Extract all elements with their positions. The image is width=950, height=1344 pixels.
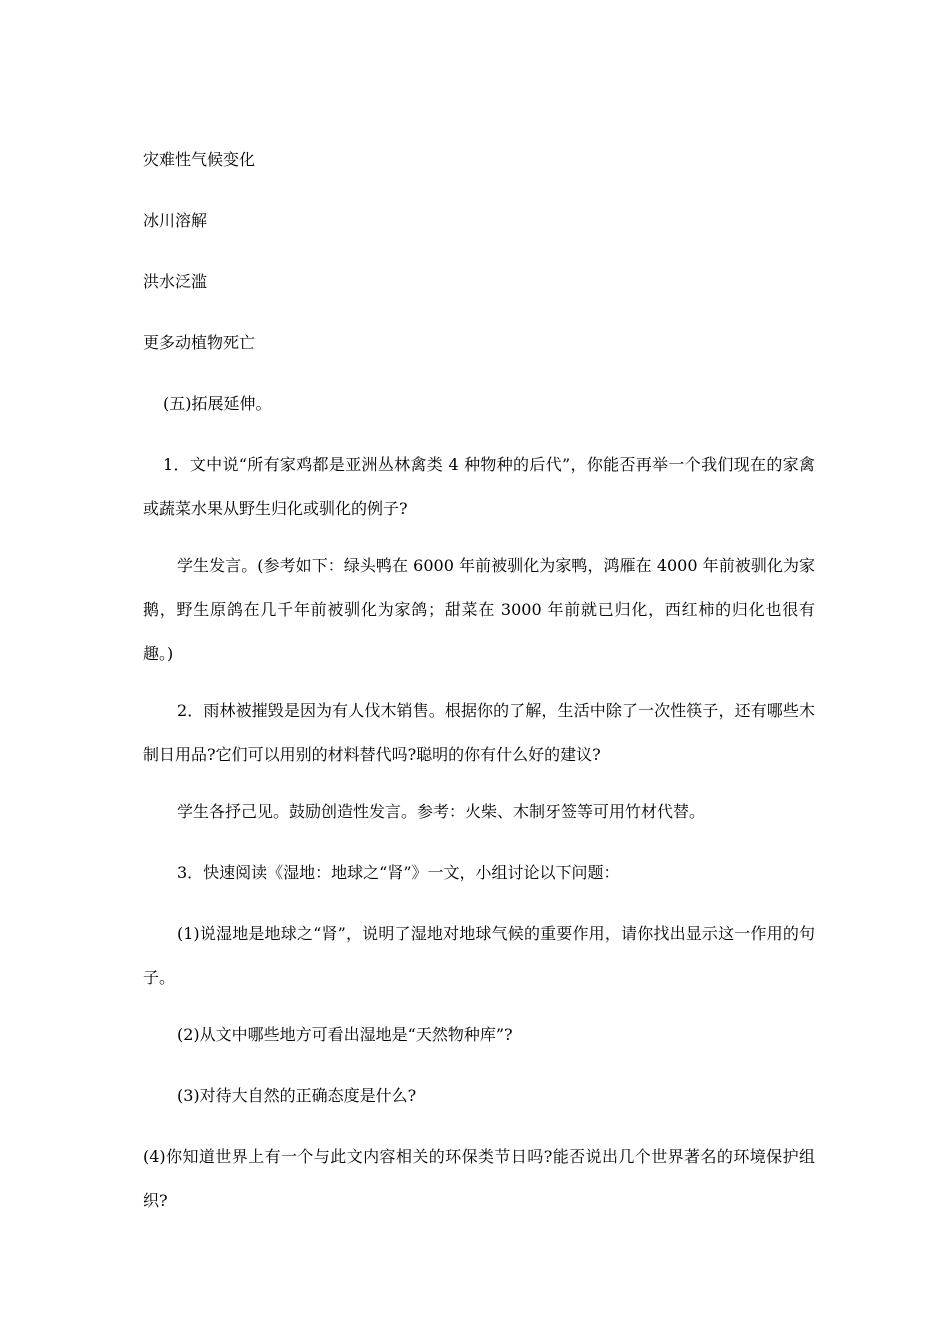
question-3: 3．快速阅读《湿地：地球之“肾”》一文，小组讨论以下问题：: [177, 863, 620, 882]
text-line: 洪水泛滥: [143, 272, 208, 291]
text-line: 冰川溶解: [143, 211, 208, 230]
question-3-sub-3: (3)对待大自然的正确态度是什么?: [177, 1086, 417, 1105]
section-heading: (五)拓展延伸。: [163, 394, 272, 413]
question-2: 2．雨林被摧毁是因为有人伐木销售。根据你的了解，生活中除了一次性筷子，还有哪些木制日用品?它们可以用别的材料替代吗?聪明的你有什么好的建议?: [143, 701, 815, 764]
question-3-sub-4: (4)你知道世界上有一个与此文内容相关的环保类节日吗?能否说出几个世界著名的环境保护组织?: [143, 1147, 815, 1210]
question-1: 1．文中说“所有家鸡都是亚洲丛林禽类 4 种物种的后代”，你能否再举一个我们现在的家禽或蔬菜水果从野生归化或驯化的例子?: [143, 455, 815, 518]
question-3-sub-1: (1)说湿地是地球之“肾”，说明了湿地对地球气候的重要作用，请你找出显示这一作用的句子。: [143, 924, 815, 987]
question-3-sub-2: (2)从文中哪些地方可看出湿地是“天然物种库”?: [177, 1025, 513, 1044]
text-line: 灾难性气候变化: [143, 150, 256, 169]
answer-2: 学生各抒己见。鼓励创造性发言。参考：火柴、木制牙签等可用竹材代替。: [177, 802, 706, 821]
text-line: 更多动植物死亡: [143, 333, 256, 352]
answer-1: 学生发言。(参考如下：绿头鸭在 6000 年前被驯化为家鸭，鸿雁在 4000 年前被驯化为家鹅，野生原鸽在几千年前被驯化为家鸽；甜菜在 3000 年前就已归化，西红柿的归化也很有趣。): [143, 556, 815, 663]
